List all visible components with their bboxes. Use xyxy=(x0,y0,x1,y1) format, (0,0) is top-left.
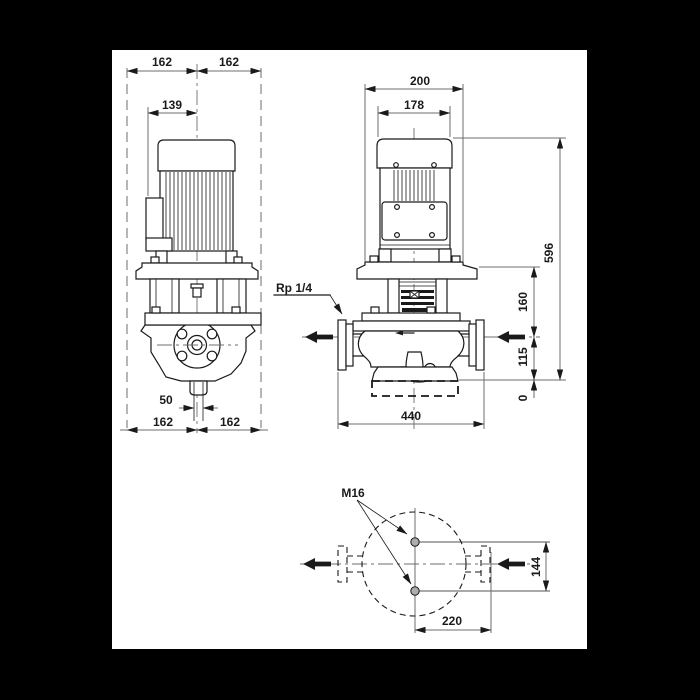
terminal-box xyxy=(382,202,447,240)
dim-label: 50 xyxy=(159,393,173,407)
motor-foot xyxy=(439,249,451,262)
dim-label: 162 xyxy=(151,55,173,69)
dim-label: 0 xyxy=(516,394,530,402)
vent-plug xyxy=(191,284,203,288)
anchor-bolt-hole xyxy=(411,538,419,546)
dim-label: 162 xyxy=(218,55,240,69)
dim-label: 440 xyxy=(400,409,422,423)
dim-label: 144 xyxy=(529,556,543,578)
drain-stub xyxy=(190,381,207,395)
dim-label: 160 xyxy=(516,291,530,313)
motor-stool-plate xyxy=(357,262,477,279)
terminal-box-side xyxy=(146,198,163,240)
dim-label: 178 xyxy=(403,98,425,112)
motor-cap xyxy=(377,139,452,168)
dim-label: 162 xyxy=(152,415,174,429)
dim-label: 220 xyxy=(441,614,463,628)
lantern-leg xyxy=(388,279,399,313)
dim-label: 596 xyxy=(542,242,556,264)
dim-label: 162 xyxy=(219,415,241,429)
gauge-port-label: Rp 1/4 xyxy=(276,281,313,295)
terminal-box-base xyxy=(146,238,172,251)
dim-label: 139 xyxy=(161,98,183,112)
dim-label: 200 xyxy=(409,74,431,88)
pump-top-plate xyxy=(362,313,460,321)
pump-foot xyxy=(372,367,458,381)
outlet-flange xyxy=(338,320,346,370)
thread-label: M16 xyxy=(341,486,365,500)
motor-cap xyxy=(158,140,235,171)
motor-foot xyxy=(379,249,391,262)
pump-flange-band xyxy=(353,321,470,331)
motor-stool-plate xyxy=(136,263,258,279)
pump-top-plate xyxy=(145,313,261,325)
dim-label: 115 xyxy=(516,347,530,367)
lantern-leg xyxy=(436,279,447,313)
anchor-bolt-hole xyxy=(411,587,419,595)
inlet-flange xyxy=(476,320,484,370)
coupling-guard-slat xyxy=(401,302,434,305)
